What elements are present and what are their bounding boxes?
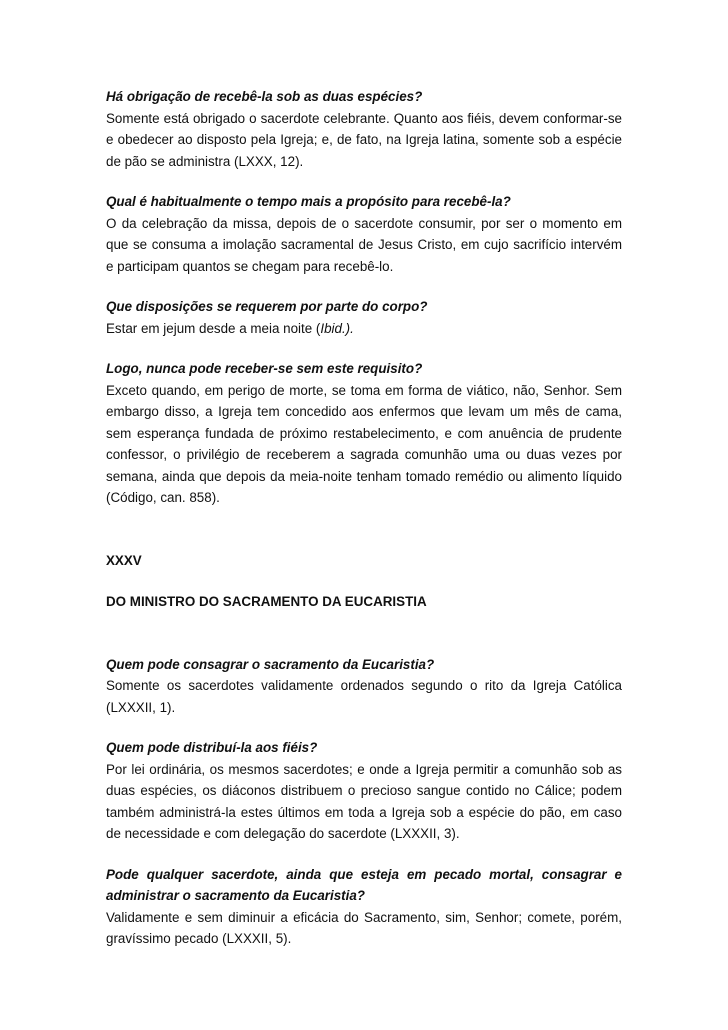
answer-paragraph: O da celebração da missa, depois de o sacerdote consumir, por ser o momento em que se consuma a imolação sacramental de Jesus Cristo, em cujo sacrifício intervém e participam quantos se chegam para recebê-lo. [106, 215, 622, 274]
question-heading: Quem pode distribuí-la aos fiéis? [106, 740, 318, 755]
qa-block-2 [106, 191, 622, 277]
question-heading: Logo, nunca pode receber-se sem este requisito? [106, 361, 423, 376]
question-heading: Há obrigação de recebê-la sob as duas espécies? [106, 89, 423, 104]
answer-paragraph: Somente está obrigado o sacerdote celebrante. Quanto aos fiéis, devem conformar-se e obedecer ao disposto pela Igreja; e, de fato, na Igreja latina, somente sob a espécie de pão se administra (LXXX, 12). [106, 110, 622, 169]
question-heading: Que disposições se requerem por parte do corpo? [106, 299, 428, 314]
qa-block-4 [106, 358, 622, 509]
question-heading: Pode qualquer sacerdote, ainda que esteja em pecado mortal, consagrar e administrar o sacramento da Eucaristia? [106, 866, 622, 903]
qa-block-3 [106, 296, 622, 339]
chapter-title: DO MINISTRO DO SACRAMENTO DA EUCARISTIA [106, 594, 427, 609]
qa-block-6 [106, 737, 622, 845]
qa-block-5 [106, 654, 622, 719]
chapter-number: XXXV [106, 552, 142, 568]
qa-block-7 [106, 864, 622, 950]
answer-text: Estar em jejum desde a meia noite ( [106, 320, 321, 336]
citation-italic: Ibid.). [320, 320, 354, 336]
qa-block-1 [106, 86, 622, 172]
question-heading: Quem pode consagrar o sacramento da Eucaristia? [106, 656, 435, 672]
answer-paragraph: Exceto quando, em perigo de morte, se toma em forma de viático, não, Senhor. Sem embargo disso, a Igreja tem concedido aos enfermos que levam um mês de cama, sem esperança fundada de próximo restabelecimento, e com anuência de prudente confessor, o privilégio de receberem a sagrada comunhão uma ou duas vezes por semana, ainda que depois da meia-noite tenham tomado remédio ou alimento líquido (Código, can. 858). [106, 382, 622, 505]
answer-paragraph: Validamente e sem diminuir a eficácia do Sacramento, sim, Senhor; comete, porém, gravíssimo pecado (LXXXII, 5). [106, 909, 622, 946]
answer-paragraph: Somente os sacerdotes validamente ordenados segundo o rito da Igreja Católica (LXXXII, 1). [106, 678, 622, 715]
question-heading: Qual é habitualmente o tempo mais a propósito para recebê-la? [106, 194, 511, 209]
answer-paragraph: Por lei ordinária, os mesmos sacerdotes; e onde a Igreja permitir a comunhão sob as duas espécies, os diáconos distribuem o precioso sangue contido no Cálice; podem também administrá-la estes últimos em toda a Igreja sob a espécie do pão, em caso de necessidade e com delegação do sacerdote (LXXXII, 3). [106, 761, 622, 841]
answer-paragraph [106, 318, 622, 340]
document-page [106, 86, 622, 969]
